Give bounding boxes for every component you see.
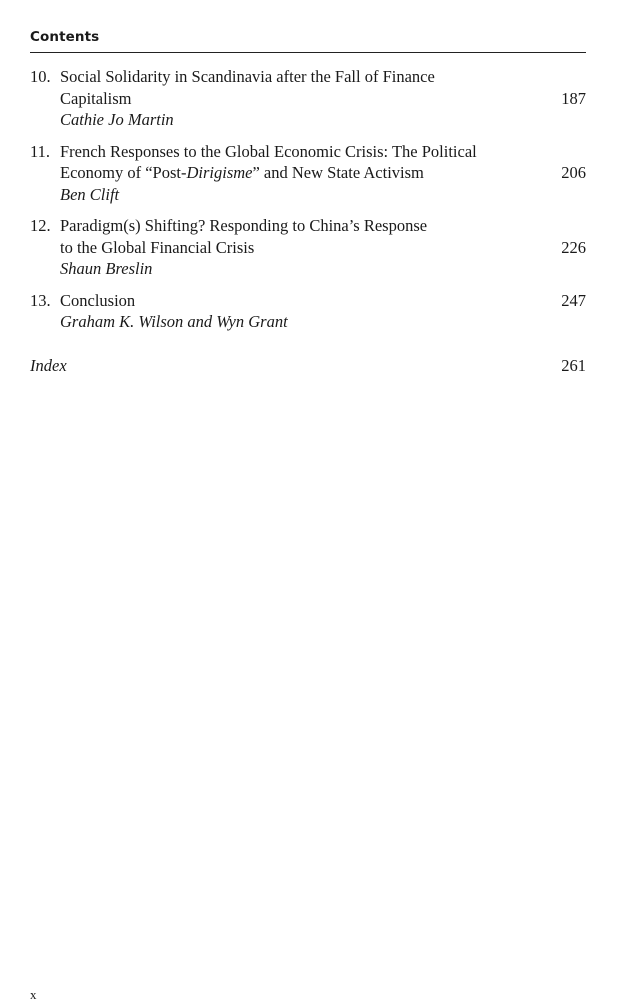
chapter-number: 12.	[30, 216, 51, 235]
chapter-title-line	[60, 162, 536, 184]
page-number: 247	[561, 290, 586, 310]
toc-entry-12[interactable]	[30, 215, 586, 280]
chapter-title-line: Paradigm(s) Shifting? Responding to China’s Response	[60, 216, 428, 235]
table-of-contents	[30, 66, 586, 376]
index-label: Index	[30, 355, 67, 375]
toc-entry-13[interactable]	[30, 290, 586, 333]
chapter-number: 13.	[30, 290, 51, 310]
chapter-author: Cathie Jo Martin	[60, 110, 174, 129]
title-italic-text: Dirigisme	[186, 163, 253, 182]
chapter-title-line: Conclusion	[60, 290, 136, 310]
toc-entry-11[interactable]	[30, 141, 586, 206]
page-number: 226	[561, 237, 586, 257]
folio-page-number: x	[30, 987, 37, 1002]
chapter-title-line: to the Global Financial Crisis	[60, 237, 255, 257]
chapter-title-line: Social Solidarity in Scandinavia after the Fall of Finance	[60, 67, 435, 86]
running-header	[30, 28, 586, 53]
title-text: ” and New State Activism	[252, 163, 424, 182]
chapter-title-line: Capitalism	[60, 88, 132, 108]
toc-entry-10[interactable]	[30, 66, 586, 131]
page-number: 187	[561, 88, 586, 108]
title-text: Economy of “Post-	[60, 163, 187, 182]
chapter-title-line: French Responses to the Global Economic Crisis: The Political	[60, 141, 477, 161]
page-number: 261	[561, 355, 586, 375]
chapter-author: Ben Clift	[60, 184, 120, 204]
chapter-number: 11.	[30, 141, 51, 161]
contents-heading: Contents	[30, 29, 100, 45]
chapter-author: Graham K. Wilson and Wyn Grant	[60, 312, 288, 331]
toc-entry-index[interactable]	[30, 355, 586, 377]
page-number: 206	[561, 163, 586, 182]
chapter-author: Shaun Breslin	[60, 259, 153, 278]
chapter-number: 10.	[30, 67, 51, 86]
